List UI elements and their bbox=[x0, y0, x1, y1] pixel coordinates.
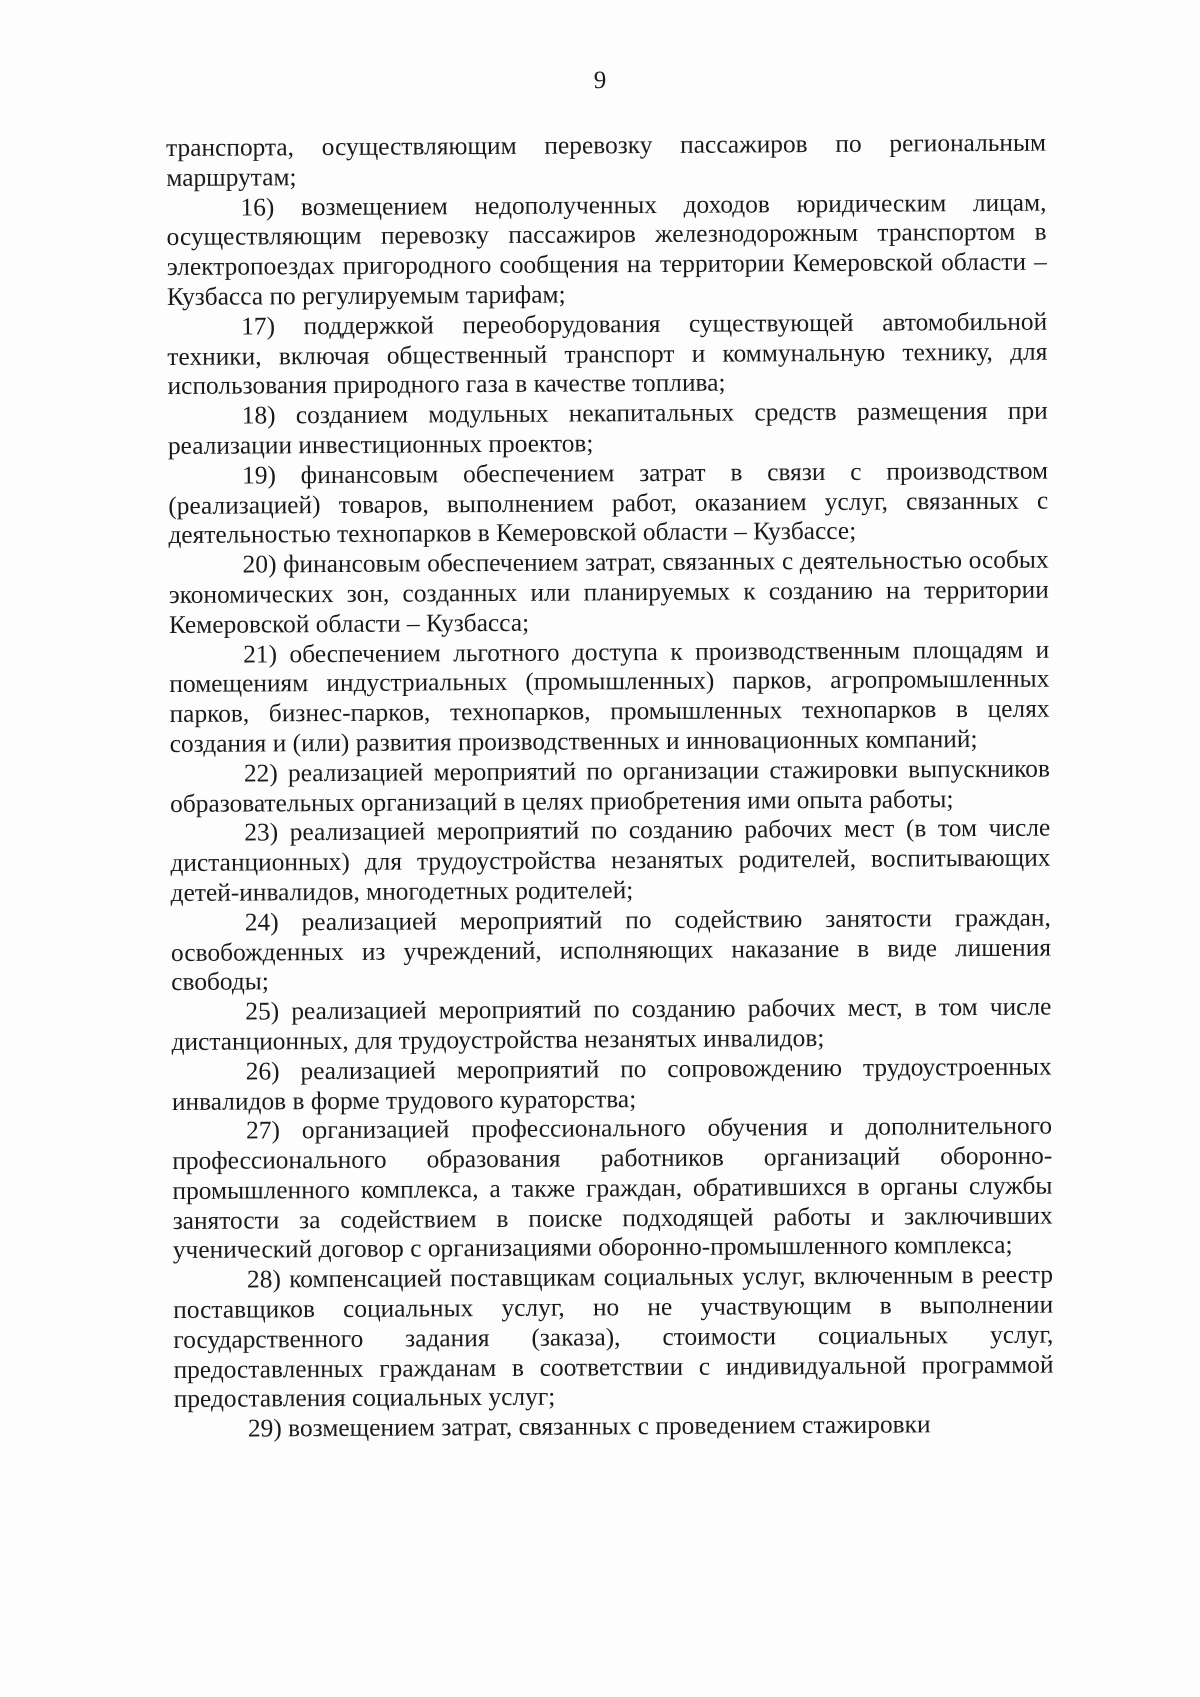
list-item-19: 19) финансовым обеспечением затрат в связи с производством (реализацией) товаров, выполнением работ, оказанием услуг, связанных с деятельностью технопарков в Кемеровской области – Кузбассе; bbox=[168, 456, 1049, 550]
list-item-18: 18) созданием модульных некапитальных средств размещения при реализации инвестиционных проектов; bbox=[167, 396, 1048, 460]
list-item-20: 20) финансовым обеспечением затрат, связанных с деятельностью особых экономических зон, созданных или планируемых к созданию на территории Кемеровской области – Кузбасса; bbox=[168, 545, 1049, 639]
paragraph-continuation: транспорта, осуществляющим перевозку пассажиров по региональным маршрутам; bbox=[166, 128, 1047, 192]
list-item-27: 27) организацией профессионального обучения и дополнительного профессионального образования работников организаций оборонно-промышленного комплекса, а также граждан, обратившихся в органы службы занятости за содействием в поиске подходящей работы и заключивших ученический договор с организациями оборонно-промышленного комплекса; bbox=[172, 1111, 1053, 1265]
list-item-23: 23) реализацией мероприятий по созданию рабочих мест (в том числе дистанционных) для трудоустройства незанятых родителей, воспитывающих детей-инвалидов, многодетных родителей; bbox=[170, 813, 1051, 907]
list-item-29: 29) возмещением затрат, связанных с проведением стажировки bbox=[247, 1410, 931, 1443]
list-item-17: 17) поддержкой переоборудования существующей автомобильной техники, включая общественный транспорт и коммунальную технику, для использования природного газа в качестве топлива; bbox=[167, 307, 1048, 401]
list-item-21: 21) обеспечением льготного доступа к производственным площадям и помещениям индустриальных (промышленных) парков, агропромышленных парков, бизнес-парков, технопарков, промышленных технопарков в целях создания и (или) развития производственных и инновационных компаний; bbox=[169, 635, 1050, 758]
list-item-25: 25) реализацией мероприятий по созданию рабочих мест, в том числе дистанционных, для трудоустройства незанятых инвалидов; bbox=[171, 992, 1052, 1056]
list-item-24: 24) реализацией мероприятий по содействию занятости граждан, освобожденных из учреждений, исполняющих наказание в виде лишения свободы; bbox=[170, 903, 1052, 997]
page-number: 9 bbox=[593, 67, 607, 94]
list-item-22: 22) реализацией мероприятий по организации стажировки выпускников образовательных организаций в целях приобретения ими опыта работы; bbox=[170, 754, 1050, 818]
list-item-16: 16) возмещением недополученных доходов юридическим лицам, осуществляющим перевозку пассажиров железнодорожным транспортом в электропоездах пригородного сообщения на территории Кемеровской области – Кузбасса по регулируемым тарифам; bbox=[166, 188, 1047, 311]
list-item-26: 26) реализацией мероприятий по сопровождению трудоустроенных инвалидов в форме трудового кураторства; bbox=[171, 1052, 1052, 1116]
list-item-28: 28) компенсацией поставщикам социальных услуг, включенным в реестр поставщиков социальных услуг, но не участвующим в выполнении государственного задания (заказа), стоимости социальных услуг, предоставленных гражданам в соответствии с индивидуальной программой предоставления социальных услуг; bbox=[173, 1260, 1054, 1414]
body-text bbox=[166, 129, 1054, 1445]
